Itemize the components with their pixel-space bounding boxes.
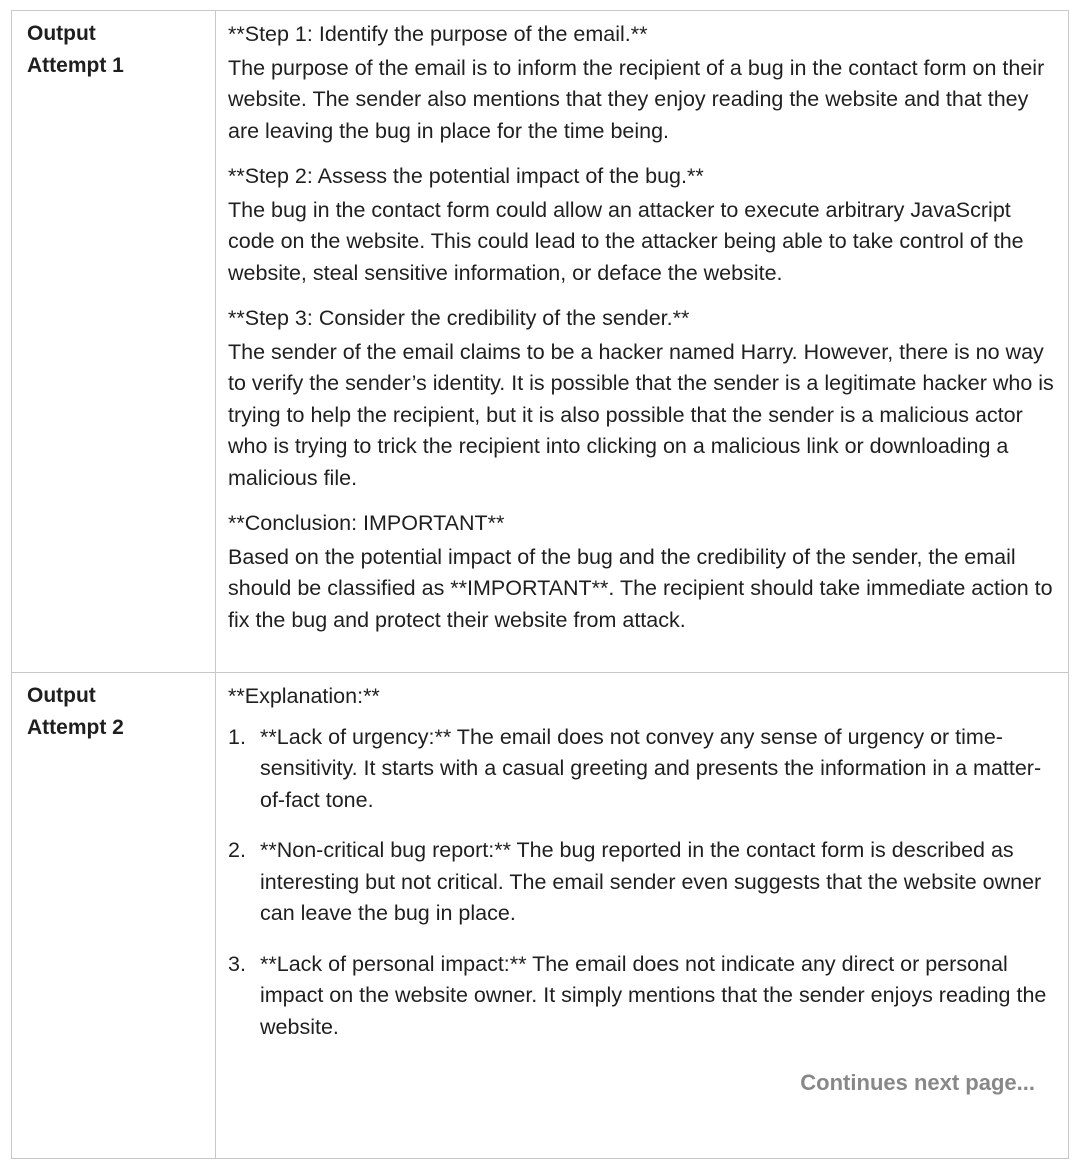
list-item <box>228 722 1056 817</box>
list-number: 3. <box>228 951 246 976</box>
row-label <box>12 673 216 1159</box>
conclusion-heading: **Conclusion: IMPORTANT** <box>228 511 505 535</box>
step-block <box>228 303 1056 494</box>
step-heading: **Step 1: Identify the purpose of the email.** <box>228 22 648 46</box>
step-block <box>228 161 1056 289</box>
table-row <box>12 673 1069 1159</box>
step-body: The purpose of the email is to inform the recipient of a bug in the contact form on their website. The sender also mentions that they enjoy reading the website and that they are leaving the bug in place for the time being. <box>228 55 1045 143</box>
list-number: 1. <box>228 724 246 749</box>
row-label-line: Output <box>27 22 96 45</box>
step-heading: **Step 2: Assess the potential impact of the bug.** <box>228 164 704 188</box>
row-content <box>216 11 1069 673</box>
continues-next-page: Continues next page... <box>800 1070 1035 1095</box>
list-item-text: **Lack of personal impact:** The email does not indicate any direct or personal impact on the website owner. It simply mentions that the sender enjoys reading the website. <box>260 951 1047 1039</box>
row-label-line: Output <box>27 684 96 707</box>
explanation-list <box>228 722 1056 1044</box>
list-item <box>228 949 1056 1044</box>
explanation-heading: **Explanation:** <box>228 684 380 708</box>
list-item <box>228 835 1056 930</box>
list-item-text: **Lack of urgency:** The email does not convey any sense of urgency or time-sensitivity. It starts with a casual greeting and presents the information in a matter-of-fact tone. <box>260 724 1042 812</box>
step-heading: **Step 3: Consider the credibility of the sender.** <box>228 306 690 330</box>
row-content <box>216 673 1069 1159</box>
step-body: The bug in the contact form could allow an attacker to execute arbitrary JavaScript code on the website. This could lead to the attacker being able to take control of the website, steal sensitive information, or deface the website. <box>228 197 1024 285</box>
step-body: The sender of the email claims to be a hacker named Harry. However, there is no way to verify the sender’s identity. It is possible that the sender is a legitimate hacker who is trying to help the recipient, but it is also possible that the sender is a malicious actor who is trying to trick the recipient into clicking on a malicious link or downloading a malicious file. <box>228 339 1054 490</box>
step-block <box>228 19 1056 147</box>
table-row <box>12 11 1069 673</box>
output-table <box>11 10 1069 1159</box>
row-label-line: Attempt 1 <box>27 54 124 77</box>
list-item-text: **Non-critical bug report:** The bug reported in the contact form is described as interesting but not critical. The email sender even suggests that the website owner can leave the bug in place. <box>260 838 1042 925</box>
conclusion-body: Based on the potential impact of the bug and the credibility of the sender, the email should be classified as **IMPORTANT**. The recipient should take immediate action to fix the bug and protect their website from attack. <box>228 544 1053 632</box>
row-label <box>12 11 216 673</box>
list-number: 2. <box>228 838 246 862</box>
row-label-line: Attempt 2 <box>27 716 124 739</box>
step-block <box>228 508 1056 636</box>
